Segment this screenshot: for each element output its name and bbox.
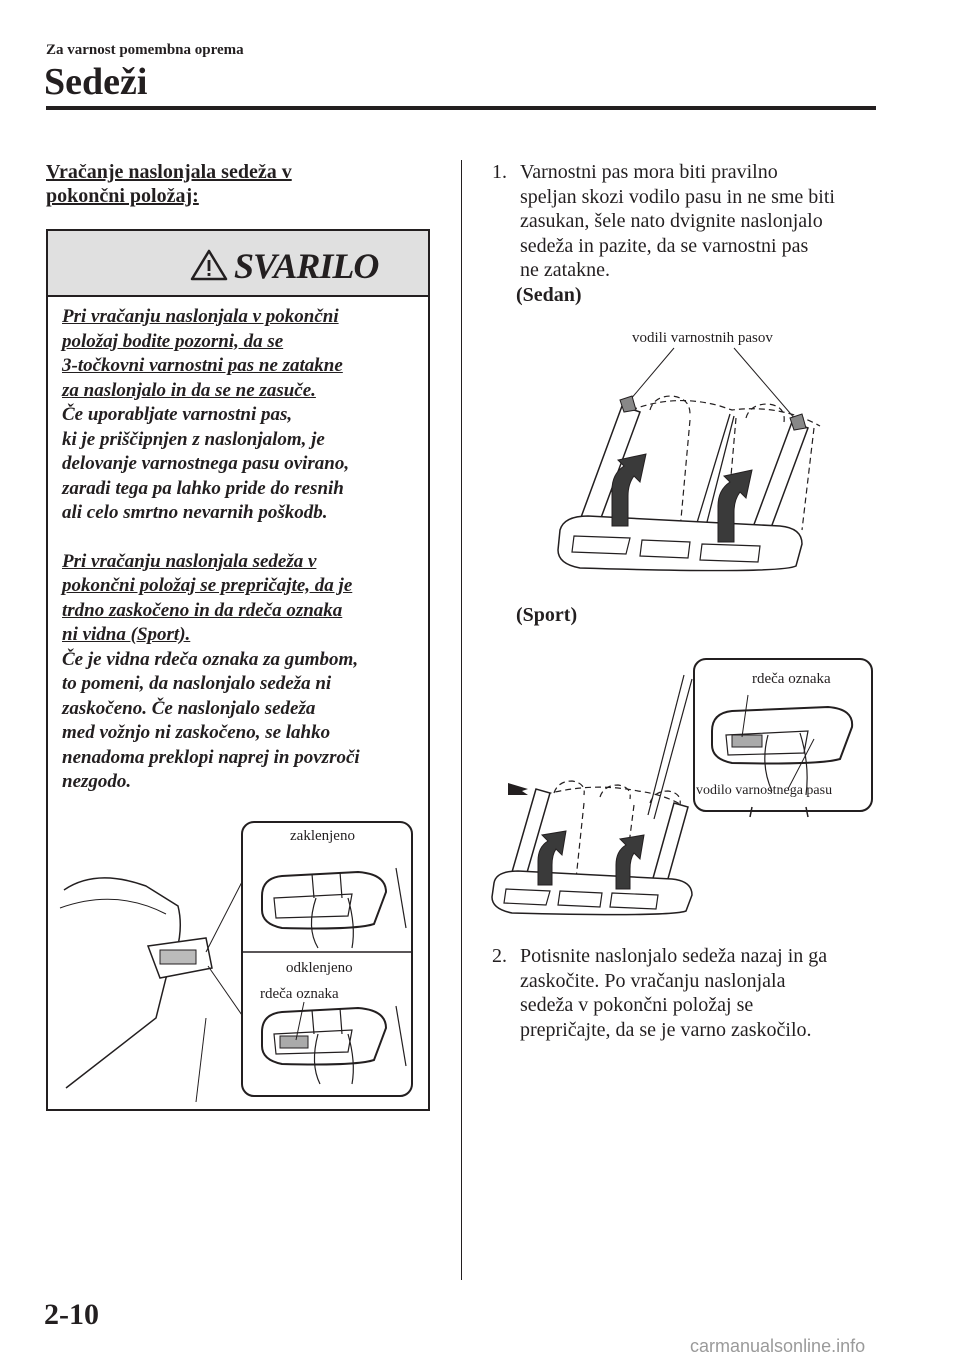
seat-lock-illustration xyxy=(56,818,416,1102)
sport-label: (Sport) xyxy=(516,604,578,626)
step-line: sedeža in pazite, da se varnostni pas xyxy=(520,234,809,257)
section-heading xyxy=(46,160,446,208)
step-2 xyxy=(492,944,892,1054)
step-line: sedeža v pokončni položaj se xyxy=(520,994,754,1016)
step-line: speljan skozi vodilo pasu in ne sme biti xyxy=(520,185,835,208)
sedan-seat-figure xyxy=(540,330,840,580)
step-line: Potisnite naslonjalo sedeža nazaj in ga xyxy=(520,945,828,967)
label-locked: zaklenjeno xyxy=(290,828,355,844)
warning-line: Pri vračanju naslonjala sedeža v xyxy=(62,550,317,572)
page-number: 2-10 xyxy=(44,1298,99,1331)
label-belt-guides: vodili varnostnih pasov xyxy=(632,330,773,346)
warning-triangle-icon xyxy=(190,249,228,281)
step-line: prepričajte, da se je varno zaskočilo. xyxy=(520,1018,812,1041)
section-label: Za varnost pomembna oprema xyxy=(46,42,244,58)
step-number: 1. xyxy=(492,161,507,183)
warning-line: ki je priščipnjen z naslonjalom, je xyxy=(62,428,325,450)
warning-line: Če je vidna rdeča oznaka za gumbom, xyxy=(62,648,359,670)
warning-line: nenadoma preklopi naprej in povzroči xyxy=(62,746,360,768)
step-line: zaskočite. Po vračanju naslonjala xyxy=(520,969,786,992)
warning-line: ali celo smrtno nevarnih poškodb. xyxy=(62,502,328,523)
section-heading-line: Vračanje naslonjala sedeža v xyxy=(46,161,292,183)
step-number: 2. xyxy=(492,945,507,967)
warning-line: med vožnjo ni zaskočeno, se lahko xyxy=(62,722,331,743)
warning-line: delovanje varnostnega pasu ovirano, xyxy=(62,453,350,474)
sedan-label: (Sedan) xyxy=(516,284,582,306)
column-divider xyxy=(461,160,462,1280)
step-1 xyxy=(492,160,892,290)
warning-line: 3-točkovni varnostni pas ne zatakne xyxy=(62,355,343,376)
step-text xyxy=(520,160,835,283)
step-text xyxy=(520,944,827,1042)
seat-lock-figure xyxy=(56,818,416,1102)
warning-line: to pomeni, da naslonjalo sedeža ni xyxy=(62,673,332,694)
step-line: Varnostni pas mora biti pravilno xyxy=(520,161,778,183)
warning-line: nezgodo. xyxy=(62,771,132,792)
warning-line: za naslonjalo in da se ne zasuče. xyxy=(62,379,316,401)
warning-line: trdno zaskočeno in da rdeča oznaka xyxy=(62,599,343,621)
warning-line: pokončni položaj se prepričajte, da je xyxy=(62,575,353,596)
warning-line: ni vidna (Sport). xyxy=(62,624,191,645)
sport-seat-figure xyxy=(488,655,878,920)
label-red-mark-sport: rdeča oznaka xyxy=(752,671,831,687)
warning-title: SVARILO xyxy=(234,246,379,286)
warning-body xyxy=(62,305,426,795)
step-line: ne zatakne. xyxy=(520,259,610,281)
warning-line: zaskočeno. Če naslonjalo sedeža xyxy=(62,697,316,719)
warning-line: Če uporabljate varnostni pas, xyxy=(62,404,293,425)
step-line: zasukan, šele nato dvignite naslonjalo xyxy=(520,210,823,232)
label-red-mark: rdeča oznaka xyxy=(260,986,339,1002)
warning-line: zaradi tega pa lahko pride do resnih xyxy=(62,477,344,499)
warning-header xyxy=(48,231,428,297)
section-heading-line: pokončni položaj: xyxy=(46,185,199,207)
warning-line: Pri vračanju naslonjala v pokončni xyxy=(62,306,339,327)
label-belt-guide: vodilo varnostnega pasu xyxy=(696,783,833,798)
title-rule xyxy=(46,106,876,110)
warning-line: položaj bodite pozorni, da se xyxy=(62,330,284,352)
label-unlocked: odklenjeno xyxy=(286,960,353,976)
watermark: carmanualsonline.info xyxy=(690,1336,866,1356)
sedan-seat-illustration xyxy=(540,330,840,580)
page-title: Sedeži xyxy=(44,61,148,103)
